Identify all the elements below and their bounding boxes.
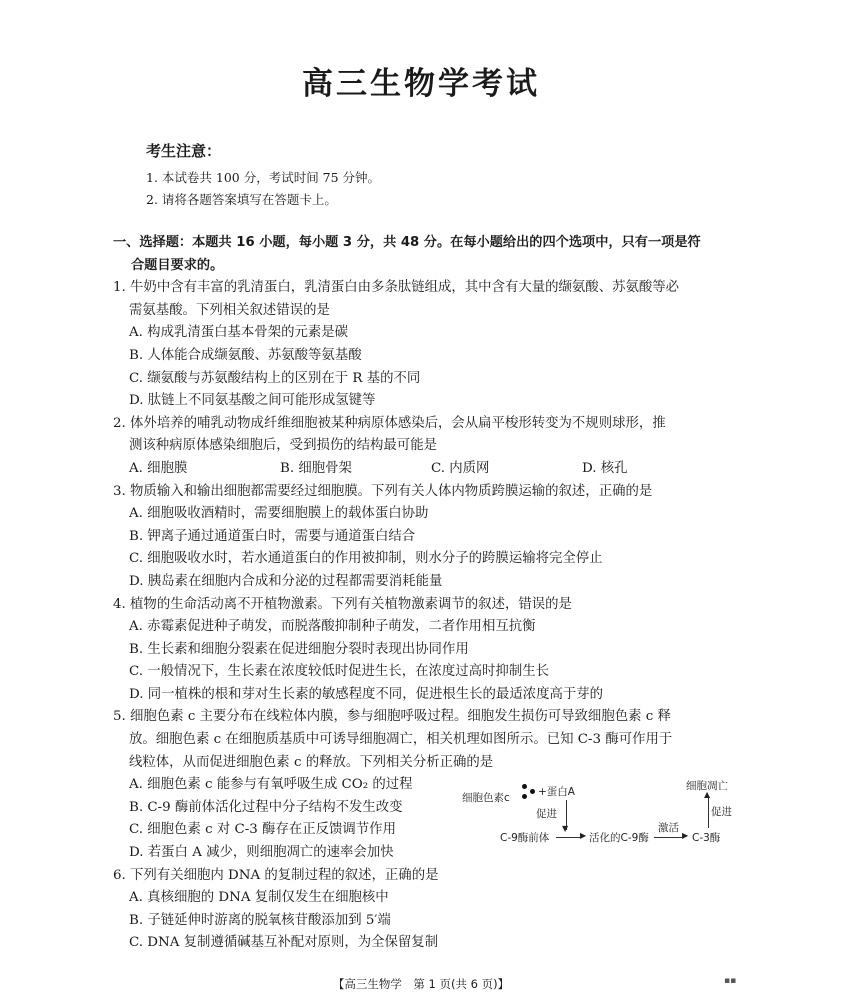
- arrow-line: [708, 798, 709, 828]
- q2-option-d: D. 核孔: [582, 460, 628, 476]
- diagram-activate-label: 激活: [658, 822, 679, 834]
- q5-option-d: D. 若蛋白 A 减少，则细胞凋亡的速率会加快: [129, 845, 394, 861]
- q5-option-c: C. 细胞色素 c 对 C-3 酶存在正反馈调节作用: [129, 822, 396, 838]
- diagram-c9-precursor: C-9酶前体: [500, 832, 550, 844]
- q4-option-c: C. 一般情况下，生长素在浓度较低时促进生长，在浓度过高时抑制生长: [129, 664, 549, 680]
- arrow-head-icon: ▼: [562, 824, 569, 833]
- q3-option-d: D. 胰岛素在细胞内合成和分泌的过程都需要消耗能量: [129, 573, 443, 589]
- q2-option-b: B. 细胞骨架: [280, 460, 352, 476]
- q2-stem-cont: 测该种病原体感染细胞后，受到损伤的结构最可能是: [129, 438, 437, 454]
- q2-option-a: A. 细胞膜: [129, 460, 188, 476]
- page-title: 高三生物学考试: [302, 66, 540, 102]
- section-heading: 一、选择题：本题共 16 小题，每小题 3 分，共 48 分。在每小题给出的四个选项中，只有一项是符: [113, 235, 701, 250]
- arrow-head-icon: ▶: [580, 831, 587, 840]
- q4-option-a: A. 赤霉素促进种子萌发，而脱落酸抑制种子萌发，二者作用相互抗衡: [129, 619, 536, 635]
- diagram-promote-label: 促进: [536, 808, 557, 820]
- q5-stem-cont: 放。细胞色素 c 在细胞质基质中可诱导细胞凋亡，相关机理如图所示。已知 C-3 酶可作用于: [129, 732, 673, 748]
- apoptosis-mechanism-diagram: [456, 776, 742, 852]
- corner-mark: ▪▪: [724, 976, 737, 986]
- q1-option-c: C. 缬氨酸与苏氨酸结构上的区别在于 R 基的不同: [129, 370, 421, 386]
- arrow-line: [556, 837, 582, 838]
- q2-option-c: C. 内质网: [431, 460, 490, 476]
- q6-stem: 6. 下列有关细胞内 DNA 的复制过程的叙述，正确的是: [113, 867, 439, 883]
- notice-item: 2. 请将各题答案填写在答题卡上。: [146, 192, 337, 207]
- q1-stem: 1. 牛奶中含有丰富的乳清蛋白，乳清蛋白由多条肽链组成，其中含有大量的缬氨酸、苏氨酸等必: [113, 280, 680, 296]
- q1-option-b: B. 人体能合成缬氨酸、苏氨酸等氨基酸: [129, 347, 362, 363]
- q3-option-a: A. 细胞吸收酒精时，需要细胞膜上的载体蛋白协助: [129, 506, 429, 522]
- diagram-cytochrome-c: 细胞色素c: [462, 792, 510, 804]
- diagram-apoptosis: 细胞凋亡: [686, 780, 728, 792]
- q5-stem-cont: 线粒体，从而促进细胞色素 c 的释放。下列相关分析正确的是: [129, 754, 494, 770]
- arrow-head-icon: ▶: [682, 831, 689, 840]
- q2-options: [113, 458, 733, 481]
- notice-item: 1. 本试卷共 100 分，考试时间 75 分钟。: [146, 170, 381, 185]
- molecule-dot: [530, 789, 535, 794]
- molecule-dot: [522, 794, 527, 799]
- diagram-promote-label: 促进: [711, 806, 732, 818]
- q4-stem: 4. 植物的生命活动离不开植物激素。下列有关植物激素调节的叙述，错误的是: [113, 596, 572, 612]
- q1-stem-cont: 需氨基酸。下列相关叙述错误的是: [129, 302, 330, 318]
- diagram-protein-a: +蛋白A: [538, 786, 575, 798]
- q5-option-b: B. C-9 酶前体活化过程中分子结构不发生改变: [129, 799, 403, 815]
- diagram-activated-c9: 活化的C-9酶: [589, 832, 649, 844]
- q3-stem: 3. 物质输入和输出细胞都需要经过细胞膜。下列有关人体内物质跨膜运输的叙述，正确的是: [113, 483, 653, 499]
- q4-option-b: B. 生长素和细胞分裂素在促进细胞分裂时表现出协同作用: [129, 641, 469, 657]
- q6-option-c: C. DNA 复制遵循碱基互补配对原则，为全保留复制: [129, 935, 439, 951]
- arrow-head-icon: ▲: [704, 790, 711, 799]
- q4-option-d: D. 同一植株的根和芽对生长素的敏感程度不同，促进根生长的最适浓度高于芽的: [129, 686, 604, 702]
- molecule-dot: [522, 784, 527, 789]
- q5-stem: 5. 细胞色素 c 主要分布在线粒体内膜，参与细胞呼吸过程。细胞发生损伤可导致细胞色素 c 释: [113, 709, 671, 725]
- q6-option-a: A. 真核细胞的 DNA 复制仅发生在细胞核中: [129, 890, 389, 906]
- q6-option-b: B. 子链延伸时游离的脱氧核苷酸添加到 5′端: [129, 912, 391, 928]
- q1-option-d: D. 肽链上不同氨基酸之间可能形成氢键等: [129, 393, 376, 409]
- q1-option-a: A. 构成乳清蛋白基本骨架的元素是碳: [129, 325, 349, 341]
- arrow-line: [654, 837, 684, 838]
- diagram-c3-enzyme: C-3酶: [692, 832, 721, 844]
- section-heading-cont: 合题目要求的。: [131, 257, 224, 273]
- q3-option-b: B. 钾离子通过通道蛋白时，需要与通道蛋白结合: [129, 528, 416, 544]
- q5-option-a: A. 细胞色素 c 能参与有氧呼吸生成 CO₂ 的过程: [129, 777, 413, 793]
- q3-option-c: C. 细胞吸收水时，若水通道蛋白的作用被抑制，则水分子的跨膜运输将完全停止: [129, 551, 603, 567]
- page-footer: 【高三生物学 第 1 页(共 6 页)】: [332, 977, 510, 991]
- q2-stem: 2. 体外培养的哺乳动物成纤维细胞被某种病原体感染后，会从扁平梭形转变为不规则球形，推: [113, 415, 666, 431]
- exam-notice: [146, 140, 380, 211]
- notice-heading: 考生注意：: [146, 142, 222, 160]
